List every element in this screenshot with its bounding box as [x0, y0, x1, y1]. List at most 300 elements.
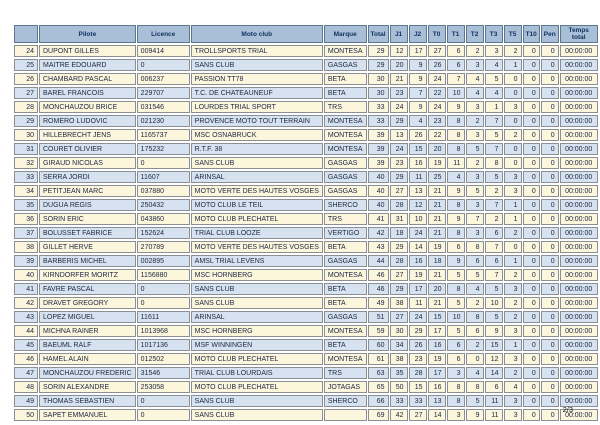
cell-j2: 16	[409, 255, 427, 267]
cell-rank: 29	[14, 115, 38, 127]
cell-t5: 1	[504, 339, 522, 351]
cell-temps: 00:00:00	[560, 59, 598, 71]
cell-t2: 3	[466, 129, 484, 141]
column-header-temps: Temps total	[560, 25, 598, 43]
cell-temps: 00:00:00	[560, 185, 598, 197]
cell-pilote: FAVRE PASCAL	[39, 283, 136, 295]
cell-club: SANS CLUB	[191, 59, 323, 71]
table-body	[14, 45, 598, 421]
cell-t5: 2	[504, 129, 522, 141]
cell-pen: 0	[541, 73, 559, 85]
cell-t5: 1	[504, 255, 522, 267]
cell-pilote: GIRAUD NICOLAS	[39, 157, 136, 169]
cell-t2: 6	[466, 325, 484, 337]
cell-t3: 7	[485, 115, 503, 127]
column-header-t0: T0	[428, 25, 446, 43]
table-row	[14, 59, 598, 71]
cell-t10: 0	[523, 73, 540, 85]
cell-j1: 24	[390, 101, 408, 113]
cell-t0: 27	[428, 45, 446, 57]
cell-t2: 9	[466, 409, 484, 421]
table-row	[14, 45, 598, 57]
table-row	[14, 283, 598, 295]
cell-t1: 9	[447, 255, 465, 267]
cell-club: TRIAL CLUB LOURDAIS	[191, 367, 323, 379]
cell-t1: 5	[447, 325, 465, 337]
cell-j1: 34	[390, 339, 408, 351]
cell-rank: 46	[14, 353, 38, 365]
cell-t10: 0	[523, 227, 540, 239]
cell-t2: 3	[466, 59, 484, 71]
cell-t2: 4	[466, 87, 484, 99]
cell-temps: 00:00:00	[560, 101, 598, 113]
cell-j2: 14	[409, 241, 427, 253]
cell-rank: 28	[14, 101, 38, 113]
cell-total: 29	[368, 59, 389, 71]
cell-licence: 11611	[137, 311, 190, 323]
cell-marque: MONTESA	[324, 115, 367, 127]
cell-j2: 11	[409, 297, 427, 309]
table-row	[14, 157, 598, 169]
cell-temps: 00:00:00	[560, 199, 598, 211]
cell-licence: 0	[137, 283, 190, 295]
cell-t3: 5	[485, 283, 503, 295]
cell-pilote: HAMEL ALAIN	[39, 353, 136, 365]
cell-j2: 26	[409, 129, 427, 141]
cell-j2: 27	[409, 409, 427, 421]
cell-j2: 13	[409, 185, 427, 197]
cell-pilote: THOMAS SEBASTIEN	[39, 395, 136, 407]
cell-t3: 7	[485, 241, 503, 253]
table-row	[14, 115, 598, 127]
cell-pilote: SORIN ERIC	[39, 213, 136, 225]
cell-j2: 12	[409, 199, 427, 211]
column-header-rank	[14, 25, 38, 43]
cell-t1: 8	[447, 395, 465, 407]
cell-rank: 32	[14, 157, 38, 169]
cell-t0: 24	[428, 73, 446, 85]
cell-t10: 0	[523, 269, 540, 281]
header-row	[14, 25, 598, 43]
cell-j1: 29	[390, 115, 408, 127]
cell-total: 49	[368, 297, 389, 309]
cell-total: 65	[368, 381, 389, 393]
cell-marque: GASGAS	[324, 157, 367, 169]
cell-pen: 0	[541, 255, 559, 267]
column-header-marque: Marque	[324, 25, 367, 43]
cell-marque: BETA	[324, 241, 367, 253]
cell-marque: GASGAS	[324, 185, 367, 197]
page-number: 2/3	[562, 405, 573, 414]
cell-club: MSC HORNBERG	[191, 325, 323, 337]
cell-pilote: BAREL FRANCOIS	[39, 87, 136, 99]
cell-t1: 6	[447, 353, 465, 365]
cell-total: 46	[368, 283, 389, 295]
cell-t3: 5	[485, 73, 503, 85]
cell-pen: 0	[541, 185, 559, 197]
cell-marque: MONTESA	[324, 129, 367, 141]
cell-j2: 26	[409, 339, 427, 351]
cell-pen: 0	[541, 269, 559, 281]
cell-licence: 1156880	[137, 269, 190, 281]
cell-j2: 9	[409, 59, 427, 71]
cell-rank: 34	[14, 185, 38, 197]
cell-rank: 47	[14, 367, 38, 379]
cell-t10: 0	[523, 199, 540, 211]
cell-marque: BETA	[324, 297, 367, 309]
cell-t3: 5	[485, 129, 503, 141]
cell-t5: 3	[504, 283, 522, 295]
cell-t5: 2	[504, 227, 522, 239]
cell-t0: 19	[428, 353, 446, 365]
cell-j1: 33	[390, 395, 408, 407]
cell-temps: 00:00:00	[560, 143, 598, 155]
cell-marque: JOTAGAS	[324, 381, 367, 393]
cell-j1: 24	[390, 143, 408, 155]
cell-total: 43	[368, 241, 389, 253]
cell-t5: 2	[504, 269, 522, 281]
cell-total: 60	[368, 339, 389, 351]
cell-t2: 4	[466, 367, 484, 379]
cell-total: 33	[368, 101, 389, 113]
table-row	[14, 311, 598, 323]
cell-t0: 15	[428, 311, 446, 323]
table-row	[14, 129, 598, 141]
cell-total: 30	[368, 73, 389, 85]
cell-club: MOTO CLUB PLECHATEL	[191, 353, 323, 365]
cell-t2: 8	[466, 381, 484, 393]
cell-marque: GASGAS	[324, 255, 367, 267]
cell-total: 41	[368, 213, 389, 225]
cell-pilote: DRAVET GREGORY	[39, 297, 136, 309]
cell-total: 29	[368, 45, 389, 57]
cell-marque: MONTESA	[324, 45, 367, 57]
cell-t3: 4	[485, 59, 503, 71]
cell-t3: 7	[485, 199, 503, 211]
cell-pen: 0	[541, 283, 559, 295]
cell-j1: 27	[390, 311, 408, 323]
cell-rank: 36	[14, 213, 38, 225]
cell-t1: 3	[447, 367, 465, 379]
cell-marque: BETA	[324, 283, 367, 295]
cell-t10: 0	[523, 87, 540, 99]
cell-marque: TRS	[324, 101, 367, 113]
cell-total: 40	[368, 199, 389, 211]
cell-t10: 0	[523, 395, 540, 407]
cell-t5: 2	[504, 311, 522, 323]
cell-t10: 0	[523, 59, 540, 71]
cell-pilote: PETITJEAN MARC	[39, 185, 136, 197]
cell-marque: MONTESA	[324, 269, 367, 281]
cell-j2: 17	[409, 45, 427, 57]
cell-t0: 17	[428, 325, 446, 337]
cell-rank: 45	[14, 339, 38, 351]
cell-temps: 00:00:00	[560, 115, 598, 127]
cell-licence: 1017136	[137, 339, 190, 351]
cell-t5: 3	[504, 409, 522, 421]
cell-t3: 10	[485, 297, 503, 309]
table-row	[14, 143, 598, 155]
table-header	[14, 25, 598, 43]
cell-t0: 26	[428, 59, 446, 71]
cell-pilote: BOLUSSET FABRICE	[39, 227, 136, 239]
cell-j1: 21	[390, 73, 408, 85]
cell-t5: 0	[504, 241, 522, 253]
cell-pen: 0	[541, 115, 559, 127]
cell-j1: 29	[390, 171, 408, 183]
cell-t1: 8	[447, 199, 465, 211]
cell-licence: 1165737	[137, 129, 190, 141]
cell-t1: 4	[447, 171, 465, 183]
cell-pen: 0	[541, 87, 559, 99]
cell-j1: 29	[390, 283, 408, 295]
cell-t5: 3	[504, 185, 522, 197]
cell-t0: 21	[428, 269, 446, 281]
cell-total: 46	[368, 269, 389, 281]
cell-j1: 27	[390, 185, 408, 197]
cell-pilote: COURET OLIVIER	[39, 143, 136, 155]
cell-t0: 24	[428, 101, 446, 113]
cell-j1: 23	[390, 87, 408, 99]
cell-t1: 10	[447, 87, 465, 99]
cell-t1: 8	[447, 227, 465, 239]
cell-pen: 0	[541, 353, 559, 365]
cell-j2: 24	[409, 227, 427, 239]
cell-t3: 1	[485, 101, 503, 113]
cell-j1: 31	[390, 213, 408, 225]
cell-t10: 0	[523, 45, 540, 57]
cell-pilote: DUGUA REGIS	[39, 199, 136, 211]
cell-marque: MONTESA	[324, 353, 367, 365]
cell-club: SANS CLUB	[191, 395, 323, 407]
cell-temps: 00:00:00	[560, 353, 598, 365]
cell-licence: 253058	[137, 381, 190, 393]
table-row	[14, 213, 598, 225]
cell-t10: 0	[523, 143, 540, 155]
cell-rank: 44	[14, 325, 38, 337]
column-header-total: Total	[368, 25, 389, 43]
cell-t1: 8	[447, 283, 465, 295]
cell-rank: 24	[14, 45, 38, 57]
cell-j2: 10	[409, 213, 427, 225]
cell-t3: 7	[485, 143, 503, 155]
cell-pilote: DUPONT GILLES	[39, 45, 136, 57]
cell-t3: 6	[485, 255, 503, 267]
cell-pen: 0	[541, 297, 559, 309]
cell-t1: 6	[447, 241, 465, 253]
table-row	[14, 171, 598, 183]
cell-rank: 50	[14, 409, 38, 421]
cell-t0: 20	[428, 143, 446, 155]
cell-temps: 00:00:00	[560, 255, 598, 267]
cell-licence: 270789	[137, 241, 190, 253]
cell-t1: 6	[447, 339, 465, 351]
cell-pen: 0	[541, 325, 559, 337]
cell-j2: 28	[409, 367, 427, 379]
cell-temps: 00:00:00	[560, 311, 598, 323]
cell-temps: 00:00:00	[560, 269, 598, 281]
cell-pen: 0	[541, 157, 559, 169]
column-header-t3: T3	[485, 25, 503, 43]
cell-t2: 6	[466, 255, 484, 267]
cell-licence: 009414	[137, 45, 190, 57]
cell-licence: 31546	[137, 367, 190, 379]
cell-t5: 0	[504, 73, 522, 85]
cell-club: PASSION TT78	[191, 73, 323, 85]
cell-t5: 2	[504, 367, 522, 379]
cell-pilote: CHAMBARD PASCAL	[39, 73, 136, 85]
cell-temps: 00:00:00	[560, 367, 598, 379]
cell-licence: 012502	[137, 353, 190, 365]
cell-rank: 38	[14, 241, 38, 253]
cell-j1: 12	[390, 45, 408, 57]
cell-rank: 35	[14, 199, 38, 211]
cell-t3: 6	[485, 227, 503, 239]
cell-t0: 21	[428, 213, 446, 225]
cell-total: 66	[368, 395, 389, 407]
table-row	[14, 255, 598, 267]
cell-club: LOURDES TRIAL SPORT	[191, 101, 323, 113]
cell-j1: 28	[390, 199, 408, 211]
column-header-licence: Licence	[137, 25, 190, 43]
cell-t5: 2	[504, 45, 522, 57]
cell-t5: 0	[504, 143, 522, 155]
cell-temps: 00:00:00	[560, 129, 598, 141]
cell-marque: MONTESA	[324, 143, 367, 155]
cell-rank: 27	[14, 87, 38, 99]
cell-t2: 2	[466, 157, 484, 169]
cell-club: MOTO VERTE DES HAUTES VOSGES	[191, 185, 323, 197]
cell-marque: GASGAS	[324, 59, 367, 71]
table-row	[14, 409, 598, 421]
cell-j2: 15	[409, 143, 427, 155]
cell-pilote: BARBERIS MICHEL	[39, 255, 136, 267]
cell-club: SANS CLUB	[191, 283, 323, 295]
cell-t2: 2	[466, 115, 484, 127]
cell-j2: 24	[409, 311, 427, 323]
cell-temps: 00:00:00	[560, 339, 598, 351]
cell-rank: 43	[14, 311, 38, 323]
cell-t10: 0	[523, 129, 540, 141]
cell-rank: 39	[14, 255, 38, 267]
cell-t5: 3	[504, 395, 522, 407]
cell-t0: 22	[428, 87, 446, 99]
cell-licence: 1013968	[137, 325, 190, 337]
cell-t1: 8	[447, 115, 465, 127]
cell-rank: 41	[14, 283, 38, 295]
cell-licence: 0	[137, 157, 190, 169]
cell-pilote: KIRNDORFER MORITZ	[39, 269, 136, 281]
cell-t3: 3	[485, 45, 503, 57]
cell-marque: TRS	[324, 367, 367, 379]
cell-t2: 4	[466, 283, 484, 295]
cell-pilote: MONCHAUZOU BRICE	[39, 101, 136, 113]
cell-t0: 13	[428, 395, 446, 407]
table-row	[14, 297, 598, 309]
cell-t2: 3	[466, 199, 484, 211]
cell-t3: 2	[485, 213, 503, 225]
cell-licence: 229707	[137, 87, 190, 99]
cell-temps: 00:00:00	[560, 409, 598, 421]
cell-j1: 50	[390, 381, 408, 393]
cell-pilote: GILLET HERVE	[39, 241, 136, 253]
cell-temps: 00:00:00	[560, 227, 598, 239]
column-header-t10: T10	[523, 25, 540, 43]
cell-total: 39	[368, 143, 389, 155]
cell-j2: 9	[409, 73, 427, 85]
cell-temps: 00:00:00	[560, 87, 598, 99]
cell-t2: 4	[466, 73, 484, 85]
cell-total: 42	[368, 227, 389, 239]
cell-t1: 8	[447, 143, 465, 155]
cell-t1: 9	[447, 101, 465, 113]
cell-licence: 152624	[137, 227, 190, 239]
cell-temps: 00:00:00	[560, 45, 598, 57]
table-row	[14, 395, 598, 407]
cell-pilote: SAPET EMMANUEL	[39, 409, 136, 421]
cell-j1: 29	[390, 241, 408, 253]
cell-t10: 0	[523, 367, 540, 379]
cell-licence: 006237	[137, 73, 190, 85]
cell-j2: 11	[409, 171, 427, 183]
cell-t1: 10	[447, 311, 465, 323]
cell-j2: 9	[409, 101, 427, 113]
cell-t3: 2	[485, 185, 503, 197]
cell-pen: 0	[541, 367, 559, 379]
cell-t0: 19	[428, 157, 446, 169]
cell-t5: 3	[504, 325, 522, 337]
cell-pen: 0	[541, 339, 559, 351]
cell-pen: 0	[541, 129, 559, 141]
cell-total: 39	[368, 129, 389, 141]
table-row	[14, 381, 598, 393]
cell-pen: 0	[541, 409, 559, 421]
cell-t5: 1	[504, 199, 522, 211]
cell-marque: BETA	[324, 73, 367, 85]
cell-t10: 0	[523, 255, 540, 267]
cell-rank: 30	[14, 129, 38, 141]
cell-marque	[324, 409, 367, 421]
cell-t0: 23	[428, 115, 446, 127]
cell-t0: 16	[428, 381, 446, 393]
cell-total: 59	[368, 325, 389, 337]
cell-t0: 19	[428, 241, 446, 253]
cell-t10: 0	[523, 339, 540, 351]
cell-t10: 0	[523, 311, 540, 323]
cell-t10: 0	[523, 325, 540, 337]
cell-t0: 22	[428, 129, 446, 141]
cell-t1: 8	[447, 129, 465, 141]
cell-total: 61	[368, 353, 389, 365]
cell-rank: 40	[14, 269, 38, 281]
table-row	[14, 227, 598, 239]
cell-pilote: MAITRE EDOUARD	[39, 59, 136, 71]
cell-pen: 0	[541, 171, 559, 183]
cell-t1: 6	[447, 59, 465, 71]
cell-marque: TRS	[324, 213, 367, 225]
cell-pen: 0	[541, 199, 559, 211]
cell-club: MSC HORNBERG	[191, 269, 323, 281]
cell-t10: 0	[523, 381, 540, 393]
cell-marque: GASGAS	[324, 171, 367, 183]
cell-t10: 0	[523, 213, 540, 225]
cell-marque: BETA	[324, 339, 367, 351]
column-header-club: Moto club	[191, 25, 323, 43]
cell-j2: 33	[409, 395, 427, 407]
cell-rank: 37	[14, 227, 38, 239]
cell-club: PROVENCE MOTO TOUT TERRAIN	[191, 115, 323, 127]
cell-t5: 3	[504, 171, 522, 183]
